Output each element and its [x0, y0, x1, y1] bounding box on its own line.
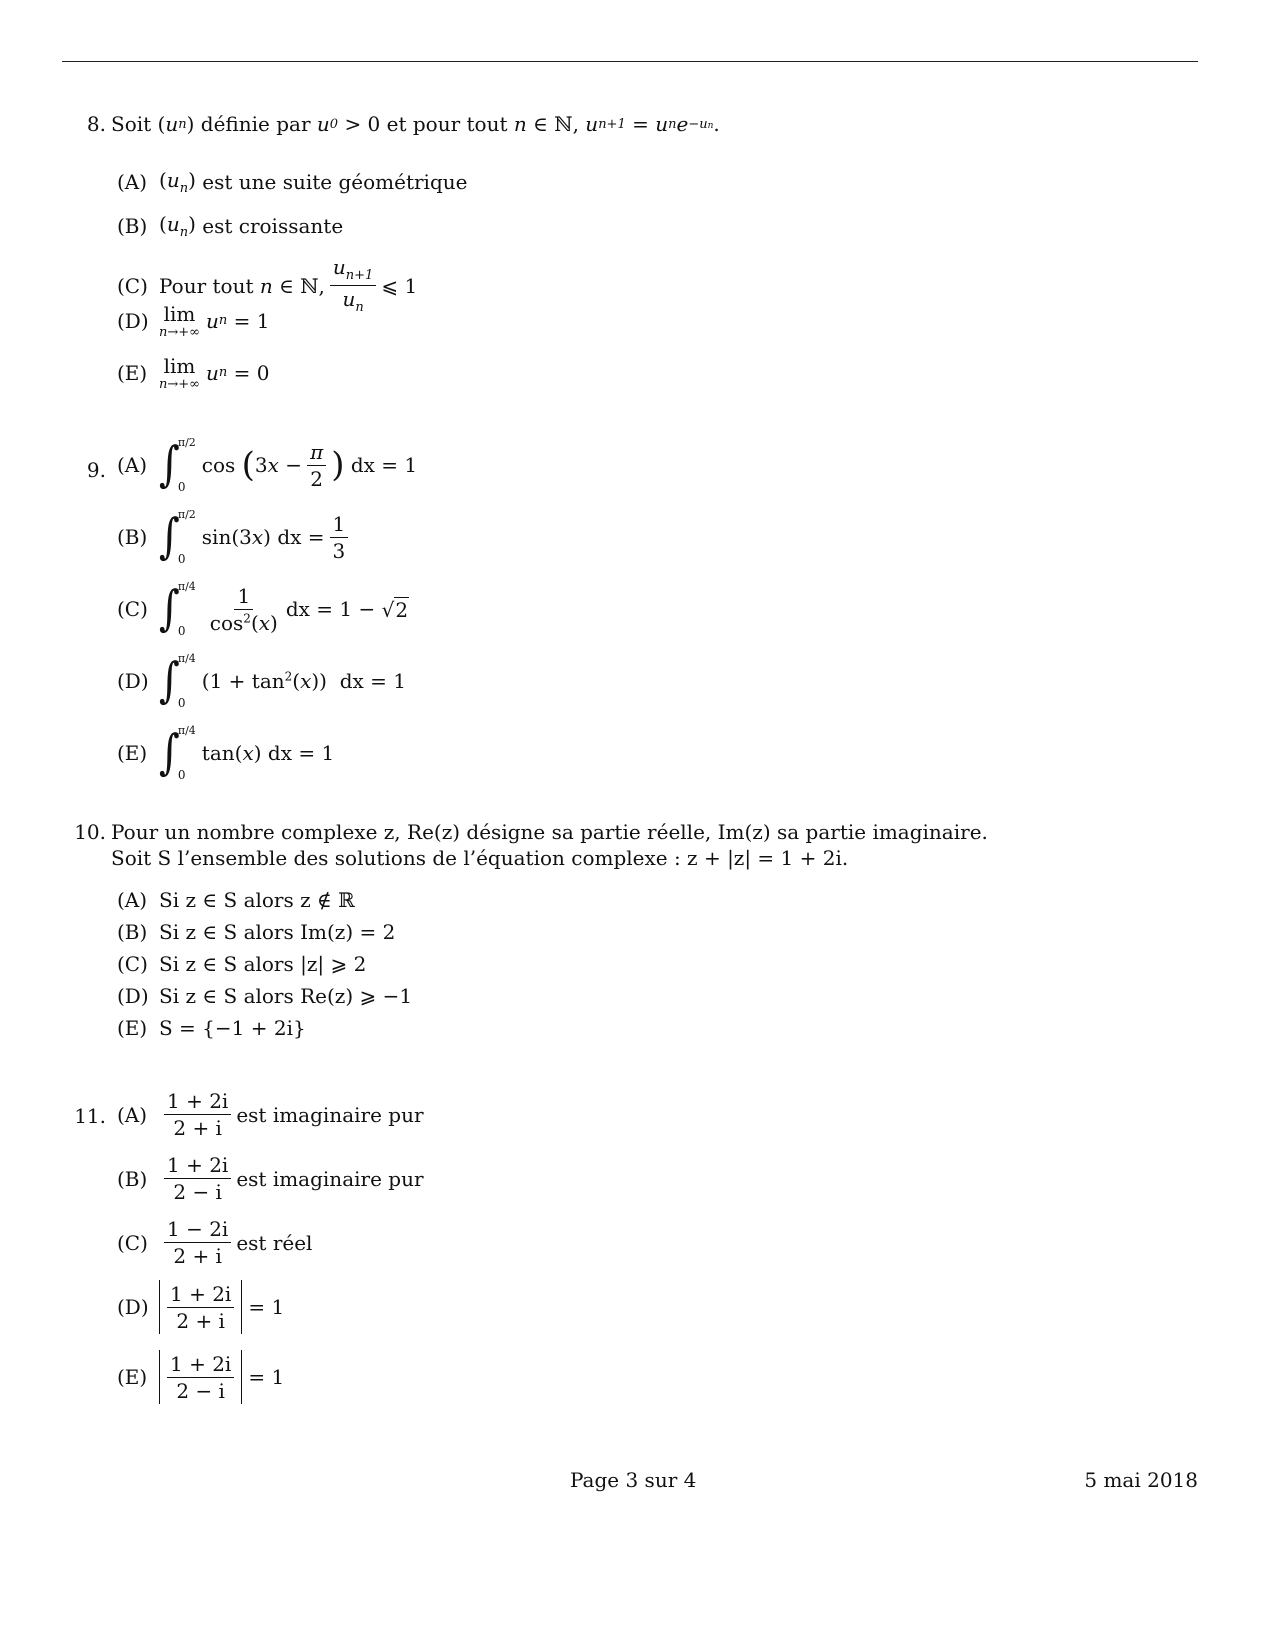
question-stem-line-1: Pour un nombre complexe z, Re(z) désigne sa partie réelle, Im(z) sa partie imaginaire. [111, 820, 988, 844]
option-a[interactable]: (A) $\frac{1 + 2i}{2 + i}$ est imaginaire pur [117, 1089, 424, 1140]
limit-operator: lim n→+∞ [159, 302, 200, 340]
option-e[interactable]: (E) $\frac{1 + 2i}{2 - i}$ = 1 [117, 1351, 285, 1403]
option-a[interactable]: (A) Si z ∈ S alors z ∉ ℝ [117, 888, 355, 912]
ratio-fraction: $\frac{u_{n+1}}{u_n}$ [330, 256, 376, 316]
option-e[interactable]: (E) lim n→+∞ u n = 0 [117, 354, 270, 392]
option-c[interactable]: (C) Pour tout n ∈ ℕ, $\frac{u_{n+1}}{u_n}$ ⩽ 1 [117, 255, 418, 316]
option-b[interactable]: (B) ∫ π/2 0 sin(3x) dx = $\frac{1}{3}$ [117, 508, 353, 566]
option-c[interactable]: (C) $\frac{1 - 2i}{2 + i}$ est réel [117, 1217, 313, 1268]
option-d[interactable]: (D) $\frac{1 + 2i}{2 + i}$ = 1 [117, 1281, 285, 1333]
modulus-bars: $\frac{1 + 2i}{2 - i}$ [159, 1350, 242, 1404]
page-number: Page 3 sur 4 [570, 1468, 697, 1492]
question-number: 11. [74, 1104, 106, 1128]
question-stem: Soit ( u n ) définie par u 0 > 0 et pour tout n ∈ ℕ, u n+1 = u n e −un . [111, 112, 720, 136]
question-number: 9. [86, 458, 106, 482]
option-b[interactable]: (B) Si z ∈ S alors Im(z) = 2 [117, 920, 396, 944]
integral-sign: ∫ π/2 0 [159, 436, 196, 494]
modulus-bars: $\frac{1 + 2i}{2 + i}$ [159, 1280, 242, 1334]
limit-operator: lim n→+∞ [159, 354, 200, 392]
question-number: 10. [74, 820, 106, 844]
square-root: √ 2 [381, 597, 409, 622]
option-d[interactable]: (D) lim n→+∞ u n = 1 [117, 302, 270, 340]
integral-sign: ∫ π/4 0 [159, 652, 196, 710]
option-c[interactable]: (C) Si z ∈ S alors |z| ⩾ 2 [117, 952, 367, 976]
question-number: 8. [86, 112, 106, 136]
option-e[interactable]: (E) S = {−1 + 2i} [117, 1016, 306, 1040]
option-a[interactable]: (A) ∫ π/2 0 cos ( 3x − $\frac{\pi}{2}$ ) dx = 1 [117, 436, 418, 494]
integral-sign: ∫ π/4 0 [159, 580, 196, 638]
option-c[interactable]: (C) ∫ π/4 0 $\frac{1}{\cos^2(x)}$ dx = 1 − √ 2 [117, 580, 409, 638]
question-stem-line-2: Soit S l’ensemble des solutions de l’équation complexe : z + |z| = 1 + 2i. [111, 846, 849, 870]
option-e[interactable]: (E) ∫ π/4 0 tan(x) dx = 1 [117, 724, 335, 782]
integral-sign: ∫ π/2 0 [159, 508, 196, 566]
footer-date: 5 mai 2018 [1084, 1468, 1198, 1492]
option-d[interactable]: (D) ∫ π/4 0 $(1 + \tan^2(x))$ dx = 1 [117, 652, 406, 710]
integral-sign: ∫ π/4 0 [159, 724, 196, 782]
option-a[interactable]: (A) $(u_n)$ est une suite géométrique [117, 168, 468, 196]
option-b[interactable]: (B) $\frac{1 + 2i}{2 - i}$ est imaginaire pur [117, 1153, 424, 1204]
option-d[interactable]: (D) Si z ∈ S alors Re(z) ⩾ −1 [117, 984, 413, 1008]
header-rule [62, 61, 1198, 62]
option-b[interactable]: (B) $(u_n)$ est croissante [117, 212, 344, 240]
